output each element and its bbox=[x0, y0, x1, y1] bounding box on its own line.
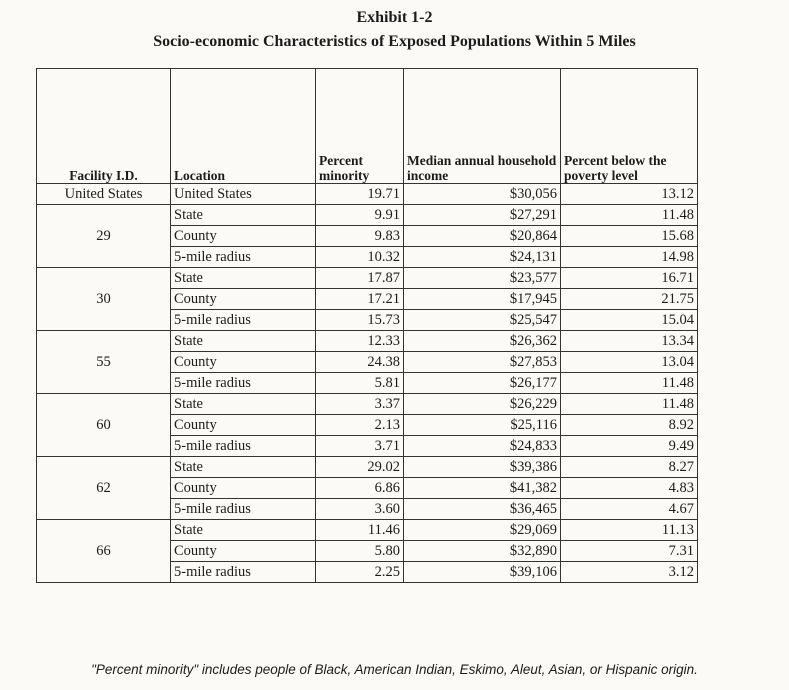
cell-income: $26,229 bbox=[404, 394, 561, 415]
cell-poverty: 15.68 bbox=[561, 226, 698, 247]
cell-minority: 29.02 bbox=[316, 457, 404, 478]
cell-location: State bbox=[171, 268, 316, 289]
cell-income: $27,853 bbox=[404, 352, 561, 373]
footnote: "Percent minority" includes people of Black, American Indian, Eskimo, Aleut, Asian, or Hispanic origin. bbox=[91, 662, 698, 677]
cell-facility: United States bbox=[37, 184, 171, 205]
cell-facility-id: 60 bbox=[37, 394, 171, 457]
col-header-poverty: Percent below the poverty level bbox=[561, 69, 698, 184]
cell-minority: 2.25 bbox=[316, 562, 404, 583]
cell-poverty: 14.98 bbox=[561, 247, 698, 268]
cell-poverty: 7.31 bbox=[561, 541, 698, 562]
cell-income: $29,069 bbox=[404, 520, 561, 541]
cell-poverty: 13.12 bbox=[561, 184, 698, 205]
cell-poverty: 21.75 bbox=[561, 289, 698, 310]
cell-poverty: 8.27 bbox=[561, 457, 698, 478]
cell-poverty: 15.04 bbox=[561, 310, 698, 331]
cell-income: $26,362 bbox=[404, 331, 561, 352]
cell-location: County bbox=[171, 289, 316, 310]
cell-minority: 5.80 bbox=[316, 541, 404, 562]
cell-income: $25,116 bbox=[404, 415, 561, 436]
cell-location: 5-mile radius bbox=[171, 310, 316, 331]
cell-facility-id: 30 bbox=[37, 268, 171, 331]
cell-location: United States bbox=[171, 184, 316, 205]
cell-poverty: 4.67 bbox=[561, 499, 698, 520]
cell-poverty: 8.92 bbox=[561, 415, 698, 436]
cell-location: County bbox=[171, 226, 316, 247]
cell-facility-id: 29 bbox=[37, 205, 171, 268]
cell-location: 5-mile radius bbox=[171, 436, 316, 457]
cell-location: 5-mile radius bbox=[171, 562, 316, 583]
col-header-percent-minority: Percent minority bbox=[316, 69, 404, 184]
cell-minority: 3.60 bbox=[316, 499, 404, 520]
cell-income: $26,177 bbox=[404, 373, 561, 394]
cell-minority: 10.32 bbox=[316, 247, 404, 268]
cell-minority: 15.73 bbox=[316, 310, 404, 331]
cell-location: 5-mile radius bbox=[171, 499, 316, 520]
exhibit-subtitle: Socio-economic Characteristics of Exposed Populations Within 5 Miles bbox=[153, 33, 636, 50]
cell-minority: 5.81 bbox=[316, 373, 404, 394]
cell-minority: 3.37 bbox=[316, 394, 404, 415]
cell-facility-id: 55 bbox=[37, 331, 171, 394]
table-row bbox=[37, 394, 698, 415]
exhibit-title: Exhibit 1-2 bbox=[356, 9, 433, 26]
col-header-facility-id: Facility I.D. bbox=[37, 69, 171, 184]
cell-minority: 3.71 bbox=[316, 436, 404, 457]
col-header-median-income: Median annual household income bbox=[404, 69, 561, 184]
cell-minority: 6.86 bbox=[316, 478, 404, 499]
cell-poverty: 3.12 bbox=[561, 562, 698, 583]
cell-location: 5-mile radius bbox=[171, 247, 316, 268]
cell-income: $32,890 bbox=[404, 541, 561, 562]
table-row bbox=[37, 268, 698, 289]
cell-location: State bbox=[171, 457, 316, 478]
cell-income: $25,547 bbox=[404, 310, 561, 331]
col-header-location: Location bbox=[171, 69, 316, 184]
cell-income: $41,382 bbox=[404, 478, 561, 499]
table-row bbox=[37, 457, 698, 478]
cell-income: $24,131 bbox=[404, 247, 561, 268]
cell-minority: 17.87 bbox=[316, 268, 404, 289]
cell-poverty: 13.04 bbox=[561, 352, 698, 373]
cell-location: 5-mile radius bbox=[171, 373, 316, 394]
table-row bbox=[37, 520, 698, 541]
table-row-united-states bbox=[37, 184, 698, 205]
cell-facility-id: 62 bbox=[37, 457, 171, 520]
cell-location: County bbox=[171, 541, 316, 562]
cell-poverty: 9.49 bbox=[561, 436, 698, 457]
cell-minority: 17.21 bbox=[316, 289, 404, 310]
cell-income: $30,056 bbox=[404, 184, 561, 205]
cell-income: $39,106 bbox=[404, 562, 561, 583]
table-row bbox=[37, 331, 698, 352]
cell-poverty: 11.13 bbox=[561, 520, 698, 541]
cell-income: $36,465 bbox=[404, 499, 561, 520]
cell-location: County bbox=[171, 352, 316, 373]
cell-poverty: 11.48 bbox=[561, 373, 698, 394]
cell-minority: 11.46 bbox=[316, 520, 404, 541]
socioeconomic-table bbox=[36, 68, 698, 583]
cell-minority: 12.33 bbox=[316, 331, 404, 352]
cell-income: $27,291 bbox=[404, 205, 561, 226]
cell-location: State bbox=[171, 331, 316, 352]
cell-location: County bbox=[171, 415, 316, 436]
cell-poverty: 4.83 bbox=[561, 478, 698, 499]
table-row bbox=[37, 205, 698, 226]
cell-poverty: 13.34 bbox=[561, 331, 698, 352]
cell-minority: 24.38 bbox=[316, 352, 404, 373]
cell-income: $24,833 bbox=[404, 436, 561, 457]
cell-minority: 9.91 bbox=[316, 205, 404, 226]
cell-income: $17,945 bbox=[404, 289, 561, 310]
cell-location: State bbox=[171, 394, 316, 415]
cell-minority: 9.83 bbox=[316, 226, 404, 247]
cell-income: $20,864 bbox=[404, 226, 561, 247]
cell-income: $23,577 bbox=[404, 268, 561, 289]
cell-poverty: 16.71 bbox=[561, 268, 698, 289]
cell-facility-id: 66 bbox=[37, 520, 171, 583]
header-row bbox=[37, 69, 698, 184]
cell-income: $39,386 bbox=[404, 457, 561, 478]
cell-location: State bbox=[171, 205, 316, 226]
cell-location: State bbox=[171, 520, 316, 541]
cell-location: County bbox=[171, 478, 316, 499]
cell-minority: 2.13 bbox=[316, 415, 404, 436]
cell-minority: 19.71 bbox=[316, 184, 404, 205]
cell-poverty: 11.48 bbox=[561, 205, 698, 226]
cell-poverty: 11.48 bbox=[561, 394, 698, 415]
